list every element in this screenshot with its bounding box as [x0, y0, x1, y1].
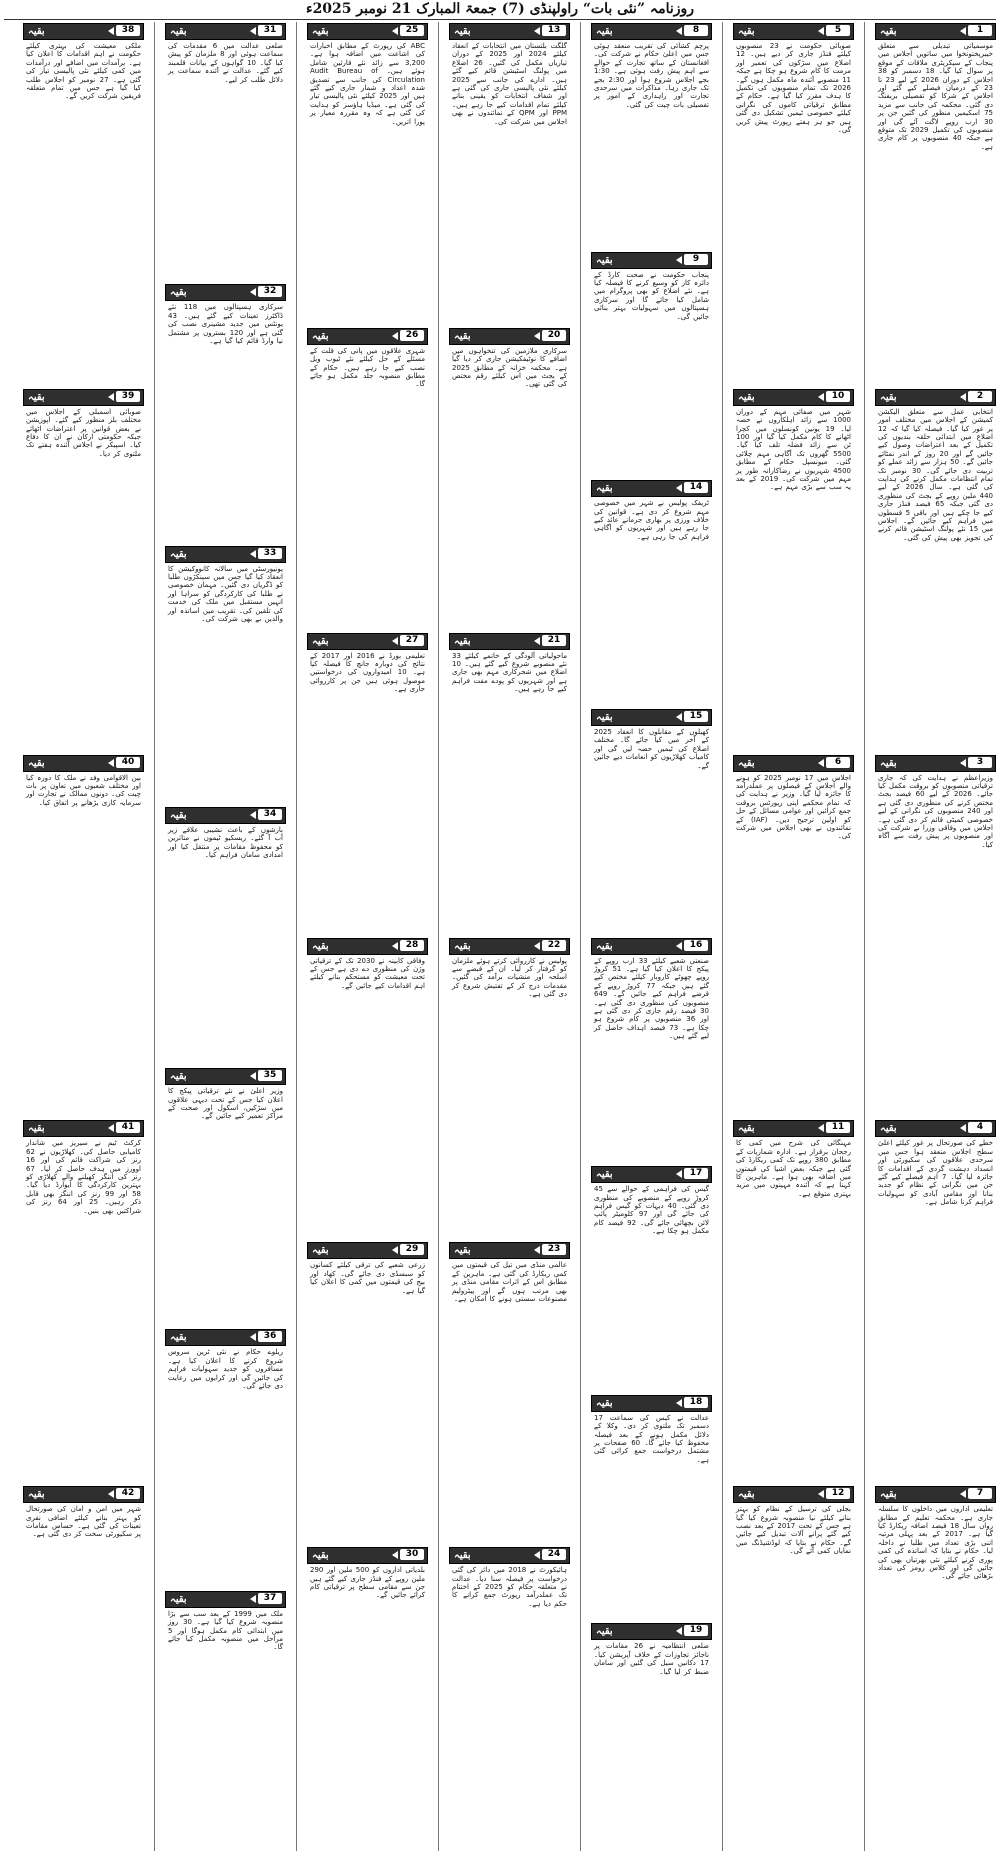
continuation-number: 2 [968, 391, 992, 402]
continuation-badge [449, 938, 570, 955]
arrow-icon [108, 1490, 114, 1498]
continuation-badge [591, 1395, 712, 1412]
continuation-label: بقیہ [170, 809, 187, 821]
article-text: کرکٹ ٹیم نے سیریز میں شاندار کامیابی حاصل کی۔ کھلاڑیوں نے 62 رنز کی شراکت قائم کی اور 16 اوورز میں ہدف حاصل کر لیا۔ 67 رنز کی اننگز کھیلنے والے کھلاڑی کو بہترین کارکردگی کا ایوارڈ دیا گیا۔ 58 اور 99 رنز کی اننگز بھی قابل ذکر رہیں۔ 25 اور 64 رنز کی شراکتیں بھی بنیں۔ [26, 1139, 142, 1215]
arrow-icon [534, 332, 540, 340]
continuation-label: بقیہ [312, 1245, 329, 1257]
continuation-label: بقیہ [738, 1489, 755, 1501]
continuation-badge [165, 807, 286, 824]
continuation-label: بقیہ [454, 1550, 471, 1562]
continuation-block [307, 632, 428, 935]
continuation-badge [307, 23, 428, 40]
arrow-icon [534, 1246, 540, 1254]
continuation-label: بقیہ [880, 757, 897, 769]
continuation-badge [449, 1547, 570, 1564]
continuation-badge [875, 755, 996, 772]
continuation-label: بقیہ [880, 26, 897, 37]
article-text: بارشوں کے باعث نشیبی علاقے زیر آب آ گئے۔ ریسکیو ٹیموں نے متاثرین کو محفوظ مقامات پر منتقل کیا اور امدادی سامان فراہم کیا۔ [168, 825, 283, 860]
arrow-icon [960, 393, 966, 401]
continuation-badge [23, 755, 144, 772]
continuation-number: 5 [826, 25, 850, 36]
arrow-icon [818, 1490, 824, 1498]
arrow-icon [250, 811, 256, 819]
article-text: ہائیکورٹ نے 2018 میں دائر کی گئی درخواست پر فیصلہ سنا دیا۔ عدالت نے متعلقہ حکام کو 2025 کے اختتام تک عملدرآمد رپورٹ جمع کرانے کا حکم دیا ہے۔ [452, 1566, 567, 1608]
continuation-label: بقیہ [170, 287, 187, 299]
continuation-badge [733, 1486, 854, 1503]
continuation-number: 26 [400, 330, 424, 341]
continuation-number: 13 [542, 25, 566, 36]
continuation-badge [733, 389, 854, 406]
article-text: تعلیمی بورڈ نے 2016 اور 2017 کے نتائج کی دوبارہ جانچ کا فیصلہ کیا ہے۔ 10 امیدواروں کی درخواستیں موصول ہوئی ہیں جن پر کارروائی جاری ہے۔ [310, 651, 425, 694]
article-text: انتخابی عمل سے متعلق الیکشن کمیشن کے اجلاس میں مختلف امور پر غور کیا گیا۔ فیصلہ کیا گیا کہ 12 اضلاع میں ابتدائی حلقہ بندیوں کی تکمیل کے بعد اعتراضات وصول کیے جائیں گے اور 20 روز کے اندر نمٹائے جائیں گے۔ 50 ہزار سے زائد عملے کو تربیت دی جائے گی۔ 30 نومبر تک تمام انتظامات مکمل کرنے کی ہدایت کی گئی ہے۔ سال 2026 کے لیے 440 ملین روپے کے بجٹ کی منظوری دی گئی جبکہ 65 فیصد فنڈز جاری کیے جا چکے ہیں اور باقی 5 قسطوں میں فراہم کیے جائیں گے۔ اجلاس میں 15 نئے پولنگ اسٹیشن قائم کرنے کی تجویز بھی پیش کی گئی۔ [878, 407, 994, 542]
column-divider [154, 22, 155, 1851]
continuation-number: 29 [400, 1244, 424, 1255]
continuation-block [23, 1485, 144, 1849]
column-divider [580, 22, 581, 1851]
arrow-icon [818, 1124, 824, 1132]
arrow-icon [676, 27, 682, 35]
article-text: اجلاس میں 17 نومبر 2025 کو ہونے والے اجلاس کے فیصلوں پر عملدرآمد کا جائزہ لیا گیا۔ وزیر نے ہدایت کی کہ تمام محکمے اپنی رپورٹس بروقت جمع کرائیں اور عوامی مسائل کے حل کو اولین ترجیح دیں۔ (IAF) کے نمائندوں نے بھی اجلاس میں شرکت کی۔ [736, 773, 852, 841]
continuation-label: بقیہ [880, 1489, 897, 1501]
article-text: کھیلوں کے مقابلوں کا انعقاد 2025 کے آخر میں کیا جائے گا۔ مختلف اضلاع کی ٹیمیں حصہ لیں گی اور کامیاب کھلاڑیوں کو انعامات دیے جائیں گے۔ [594, 727, 709, 770]
article-text: ملکی معیشت کی بہتری کیلئے حکومت نے اہم اقدامات کا اعلان کیا ہے۔ برآمدات میں اضافے اور درآمدات میں کمی کیلئے نئی پالیسی تیار کی گئی ہے۔ 27 نومبر کو اجلاس طلب کیا گیا ہے جس میں تمام متعلقہ فریقین شرکت کریں گے۔ [26, 42, 141, 101]
arrow-icon [250, 550, 256, 558]
continuation-badge [591, 1623, 712, 1640]
continuation-badge [875, 389, 996, 406]
continuation-block [449, 327, 570, 630]
continuation-label: بقیہ [28, 757, 45, 769]
arrow-icon [534, 1551, 540, 1559]
continuation-block [733, 1485, 854, 1849]
arrow-icon [392, 1551, 398, 1559]
continuation-block [165, 545, 286, 804]
continuation-number: 22 [542, 940, 566, 951]
arrow-icon [392, 332, 398, 340]
continuation-number: 4 [968, 1122, 992, 1133]
continuation-badge [733, 1120, 854, 1137]
continuation-number: 27 [400, 635, 424, 646]
continuation-number: 17 [684, 1168, 708, 1179]
continuation-label: بقیہ [596, 26, 613, 37]
continuation-number: 14 [684, 482, 708, 493]
continuation-label: بقیہ [28, 1123, 45, 1135]
continuation-label: بقیہ [170, 1332, 187, 1344]
continuation-number: 19 [684, 1625, 708, 1636]
continuation-block [449, 1241, 570, 1544]
continuation-label: بقیہ [170, 548, 187, 560]
continuation-number: 34 [258, 809, 282, 820]
continuation-block [591, 937, 712, 1164]
arrow-icon [676, 1627, 682, 1635]
column-divider [864, 22, 865, 1851]
continuation-number: 28 [400, 940, 424, 951]
arrow-icon [960, 1490, 966, 1498]
continuation-badge [307, 1547, 428, 1564]
column-7 [23, 22, 144, 1851]
article-text: گلگت بلتستان میں انتخابات کے انعقاد کیلئے 2024 اور 2025 کے دوران تیاریاں مکمل کی گئیں۔ 26 اضلاع میں پولنگ اسٹیشن قائم کیے گئے ہیں۔ ادارے کی جانب سے 2025 کیلئے نئی پالیسی جاری کی گئی ہے اور شفاف انتخابات کو یقینی بنانے کیلئے تمام اقدامات کیے جا رہے ہیں۔ PPM اور QPM کے نمائندوں نے بھی اجلاس میں شرکت کی۔ [452, 42, 568, 126]
continuation-number: 7 [968, 1488, 992, 1499]
article-text: بلدیاتی اداروں کو 500 ملین اور 290 ملین روپے کے فنڈز جاری کیے گئے ہیں جن سے مقامی سطح پر ترقیاتی کام کرائے جائیں گے۔ [310, 1566, 425, 1600]
continuation-number: 33 [258, 548, 282, 559]
continuation-badge [165, 546, 286, 563]
continuation-label: بقیہ [170, 26, 187, 37]
continuation-label: بقیہ [454, 1245, 471, 1257]
arrow-icon [534, 27, 540, 35]
continuation-label: بقیہ [170, 1593, 187, 1605]
continuation-badge [875, 1486, 996, 1503]
continuation-label: بقیہ [738, 1123, 755, 1135]
article-text: ضلعی انتظامیہ نے 26 مقامات پر ناجائز تجاوزات کے خلاف آپریشن کیا۔ 17 دکانیں سیل کی گئیں اور سامان ضبط کر لیا گیا۔ [594, 1642, 709, 1676]
continuation-badge [307, 633, 428, 650]
continuation-block [591, 1622, 712, 1849]
continuation-block [23, 1119, 144, 1483]
continuation-block [591, 708, 712, 935]
continuation-block [165, 1590, 286, 1849]
continuation-badge [449, 23, 570, 40]
continuation-block [875, 22, 996, 386]
continuation-label: بقیہ [454, 940, 471, 952]
arrow-icon [250, 288, 256, 296]
continuation-number: 6 [826, 757, 850, 768]
article-text: شہری علاقوں میں پانی کی قلت کے مسئلے کے حل کیلئے نئے ٹیوب ویل نصب کیے جا رہے ہیں۔ حکام کے مطابق منصوبہ جلد مکمل ہو جائے گا۔ [310, 346, 425, 389]
continuation-label: بقیہ [454, 635, 471, 647]
title-rule [4, 19, 996, 20]
article-text: صنعتی شعبے کیلئے 33 ارب روپے کے پیکج کا اعلان کیا گیا ہے۔ 51 کروڑ روپے چھوٹے کاروبار کیلئے مختص کیے گئے ہیں جبکہ 77 کروڑ روپے کے قرضے فراہم کیے جائیں گے۔ 649 منصوبوں کی منظوری دی گئی ہے۔ 30 فیصد رقم جاری کر دی گئی ہے اور 36 منصوبوں پر کام شروع ہو چکا ہے۔ 73 فیصد اہداف حاصل کر لیے گئے ہیں۔ [594, 956, 709, 1041]
arrow-icon [960, 759, 966, 767]
arrow-icon [108, 1124, 114, 1132]
arrow-icon [960, 1124, 966, 1132]
continuation-badge [23, 23, 144, 40]
arrow-icon [108, 27, 114, 35]
continuation-badge [165, 1329, 286, 1346]
arrow-icon [108, 759, 114, 767]
continuation-badge [875, 23, 996, 40]
continuation-block [307, 1241, 428, 1544]
page-title: روزنامہ ”نئی بات“ راولپنڈی (7) جمعۃ المبارک 21 نومبر 2025ء [305, 1, 695, 17]
continuation-label: بقیہ [596, 254, 613, 266]
article-text: تعلیمی اداروں میں داخلوں کا سلسلہ جاری ہے۔ محکمہ تعلیم کے مطابق رواں سال 18 فیصد اضافہ ریکارڈ کیا گیا ہے۔ 2017 کے بعد پہلی مرتبہ اتنی بڑی تعداد میں طلبا نے داخلہ لیا۔ حکام نے بتایا کہ اساتذہ کی کمی پوری کرنے کیلئے نئی بھرتیاں بھی کی جائیں گی اور کلاس رومز کی تعداد بڑھائی جائے گی۔ [878, 1505, 993, 1581]
continuation-badge [307, 1242, 428, 1259]
article-text: پولیس نے کارروائی کرتے ہوئے ملزمان کو گرفتار کر لیا۔ ان کے قبضے سے اسلحہ اور منشیات برآمد کی گئیں۔ مقدمات درج کر کے تفتیش شروع کر دی گئی ہے۔ [452, 956, 567, 999]
continuation-block [591, 1394, 712, 1621]
arrow-icon [250, 1595, 256, 1603]
continuation-block [733, 754, 854, 1118]
continuation-number: 1 [968, 25, 992, 36]
continuation-block [165, 1328, 286, 1587]
continuation-badge [23, 389, 144, 406]
continuation-block [449, 1546, 570, 1849]
continuation-block [449, 937, 570, 1240]
continuation-block [875, 1119, 996, 1483]
continuation-label: بقیہ [28, 391, 45, 403]
arrow-icon [534, 942, 540, 950]
continuation-label: بقیہ [880, 1123, 897, 1135]
continuation-block [875, 388, 996, 752]
continuation-label: بقیہ [738, 26, 755, 37]
continuation-number: 37 [258, 1593, 282, 1604]
continuation-badge [733, 23, 854, 40]
continuation-block [875, 754, 996, 1118]
continuation-label: بقیہ [28, 1489, 45, 1501]
article-text: صوبائی حکومت نے 23 منصوبوں کیلئے فنڈز جاری کر دیے ہیں۔ 12 اضلاع میں سڑکوں کی تعمیر اور مرمت کا کام شروع ہو چکا ہے جبکہ 11 منصوبے آئندہ ماہ مکمل ہوں گے۔ 2026 تک تمام منصوبوں کی تکمیل کا ہدف مقرر کیا گیا ہے۔ حکام کے مطابق ترقیاتی کاموں کی نگرانی کیلئے خصوصی ٹیمیں تشکیل دی گئی ہیں جو ہر ہفتے رپورٹ پیش کریں گی۔ [736, 42, 851, 135]
continuation-block [165, 22, 286, 281]
continuation-block [23, 388, 144, 752]
continuation-block [591, 22, 712, 249]
continuation-label: بقیہ [312, 940, 329, 952]
column-divider [438, 22, 439, 1851]
continuation-number: 30 [400, 1549, 424, 1560]
continuation-label: بقیہ [596, 483, 613, 495]
arrow-icon [392, 637, 398, 645]
continuation-badge [165, 1591, 286, 1608]
continuation-label: بقیہ [596, 1169, 613, 1181]
continuation-label: بقیہ [596, 1626, 613, 1638]
continuation-label: بقیہ [596, 1397, 613, 1409]
continuation-number: 20 [542, 330, 566, 341]
continuation-badge [165, 23, 286, 40]
column-divider [722, 22, 723, 1851]
article-text: گیس کی فراہمی کے حوالے سے 45 کروڑ روپے کے منصوبے کی منظوری دی گئی۔ 40 دیہات کو گیس فراہم کی جائے گی اور 97 کلومیٹر پائپ لائن بچھائی جائے گی۔ 92 فیصد کام مکمل ہو چکا ہے۔ [594, 1185, 709, 1236]
continuation-label: بقیہ [28, 26, 45, 37]
arrow-icon [108, 393, 114, 401]
arrow-icon [392, 1246, 398, 1254]
continuation-label: بقیہ [454, 330, 471, 342]
article-text: وزیراعظم نے ہدایت کی کہ جاری ترقیاتی منصوبوں کو بروقت مکمل کیا جائے۔ 2026 کے لیے 60 فیصد بجٹ مختص کرنے کی منظوری دی گئی ہے اور 240 منصوبوں کی نگرانی کے لیے خصوصی کمیٹی قائم کر دی گئی ہے۔ اجلاس میں وفاقی وزرا نے شرکت کی اور منصوبوں پر پیش رفت سے آگاہ کیا۔ [878, 773, 994, 849]
continuation-block [875, 1485, 996, 1849]
arrow-icon [676, 484, 682, 492]
arrow-icon [392, 942, 398, 950]
continuation-block [449, 22, 570, 325]
article-text: ABC کی رپورٹ کے مطابق اخبارات کی اشاعت میں اضافہ ہوا ہے۔ 3,200 سے زائد نئے قارئین شامل ہوئے ہیں۔ Audit Bureau of Circulation کی جانب سے تصدیق شدہ اعداد و شمار جاری کیے گئے ہیں اور 2025 کیلئے نئی پالیسی تیار کی گئی ہے۔ میڈیا ہاؤسز کو ہدایت کی گئی ہے کہ وہ مقررہ معیار پر پورا اتریں۔ [310, 42, 425, 126]
continuation-number: 12 [826, 1488, 850, 1499]
article-text: صوبائی اسمبلی کے اجلاس میں مختلف بلز منظور کیے گئے۔ اپوزیشن نے بعض قوانین پر اعتراضات اٹھائے جبکہ حکومتی ارکان نے ان کا دفاع کیا۔ اسپیکر نے اجلاس آئندہ ہفتے تک ملتوی کر دیا۔ [26, 407, 141, 458]
continuation-label: بقیہ [170, 1071, 187, 1083]
continuation-block [307, 937, 428, 1240]
continuation-number: 31 [258, 25, 282, 36]
arrow-icon [676, 713, 682, 721]
article-text: مہنگائی کی شرح میں کمی کا رجحان برقرار ہے۔ ادارہ شماریات کے مطابق 380 روپے تک کمی ریکارڈ کی گئی ہے جبکہ بعض اشیا کی قیمتوں میں اضافہ بھی ہوا ہے۔ ماہرین کا کہنا ہے کہ آئندہ مہینوں میں مزید بہتری متوقع ہے۔ [736, 1139, 852, 1198]
arrow-icon [534, 637, 540, 645]
continuation-badge [591, 709, 712, 726]
article-text: ملک میں 1999 کے بعد سب سے بڑا منصوبہ شروع کیا گیا ہے۔ 30 روز میں ابتدائی کام مکمل ہوگا اور 5 مراحل میں منصوبہ مکمل کیا جائے گا۔ [168, 1609, 283, 1652]
article-text: ضلعی عدالت میں 6 مقدمات کی سماعت ہوئی اور 8 ملزمان کو پیش کیا گیا۔ 10 گواہوں کے بیانات قلمبند کیے گئے۔ عدالت نے آئندہ سماعت پر دلائل طلب کر لیے۔ [168, 42, 284, 84]
continuation-badge [449, 1242, 570, 1259]
continuation-block [733, 22, 854, 386]
continuation-label: بقیہ [596, 711, 613, 723]
continuation-badge [165, 1068, 286, 1085]
column-6 [165, 22, 286, 1851]
continuation-block [307, 327, 428, 630]
continuation-number: 25 [400, 25, 424, 36]
newspaper-columns [0, 22, 1000, 1851]
continuation-number: 42 [116, 1488, 140, 1499]
continuation-number: 16 [684, 940, 708, 951]
continuation-number: 3 [968, 757, 992, 768]
continuation-badge [23, 1120, 144, 1137]
continuation-block [307, 1546, 428, 1849]
article-text: سرکاری ملازمین کی تنخواہوں میں اضافے کا نوٹیفکیشن جاری کر دیا گیا ہے۔ محکمہ خزانہ کے مطابق 2025 کے بجٹ میں اس کیلئے رقم مختص کی گئی تھی۔ [452, 346, 567, 389]
continuation-block [23, 22, 144, 386]
continuation-block [733, 388, 854, 752]
continuation-block [23, 754, 144, 1118]
continuation-number: 21 [542, 635, 566, 646]
article-text: پرچم کشائی کی تقریب منعقد ہوئی جس میں اعلیٰ حکام نے شرکت کی۔ افغانستان کے ساتھ تجارت کے حوالے سے اہم پیش رفت ہوئی ہے۔ 1:30 بجے اجلاس شروع ہوا اور 2:30 بجے تک جاری رہا۔ مذاکرات میں سرحدی تجارت اور راہداری کے امور پر تفصیلی بات چیت کی گئی۔ [594, 42, 709, 109]
continuation-badge [307, 328, 428, 345]
article-text: وزیر اعلیٰ نے نئے ترقیاتی پیکج کا اعلان کیا جس کے تحت دیہی علاقوں میں سڑکیں، اسکول اور صحت کے مراکز تعمیر کیے جائیں گے۔ [168, 1087, 283, 1121]
continuation-badge [591, 1166, 712, 1183]
column-divider [296, 22, 297, 1851]
arrow-icon [818, 759, 824, 767]
arrow-icon [676, 1399, 682, 1407]
continuation-label: بقیہ [312, 1550, 329, 1562]
continuation-badge [591, 23, 712, 40]
continuation-label: بقیہ [738, 757, 755, 769]
column-2 [733, 22, 854, 1851]
continuation-badge [23, 1486, 144, 1503]
article-text: بین الاقوامی وفد نے ملک کا دورہ کیا اور مختلف شعبوں میں تعاون پر بات چیت کی۔ دونوں ممالک نے تجارت اور سرمایہ کاری بڑھانے پر اتفاق کیا۔ [26, 773, 141, 807]
arrow-icon [960, 27, 966, 35]
continuation-block [307, 22, 428, 325]
article-text: شہر میں صفائی مہم کے دوران 1000 سے زائد اہلکاروں نے حصہ لیا۔ 19 یونین کونسلوں میں کچرا اٹھانے کا کام مکمل کیا گیا اور 100 ٹن سے زائد فضلہ تلف کیا گیا۔ 5500 گھروں تک آگاہی مہم چلائی گئی۔ میونسپل حکام کے مطابق 4500 شہریوں نے رضاکارانہ طور پر مہم میں شرکت کی۔ 2019 کے بعد یہ سب سے بڑی مہم ہے۔ [736, 407, 851, 492]
continuation-block [449, 632, 570, 935]
article-text: ماحولیاتی آلودگی کے خاتمے کیلئے 33 نئے منصوبے شروع کیے گئے ہیں۔ 10 اضلاع میں شجرکاری مہم بھی جاری ہے اور شہریوں کو پودے مفت فراہم کیے جا رہے ہیں۔ [452, 651, 567, 694]
arrow-icon [392, 27, 398, 35]
continuation-number: 24 [542, 1549, 566, 1560]
continuation-block [165, 806, 286, 1065]
continuation-number: 8 [684, 25, 708, 36]
continuation-label: بقیہ [880, 391, 897, 403]
continuation-label: بقیہ [596, 940, 613, 952]
article-text: عالمی منڈی میں تیل کی قیمتوں میں کمی ریکارڈ کی گئی ہے۔ ماہرین کے مطابق اس کے اثرات مقامی منڈی پر بھی مرتب ہوں گے اور پیٹرولیم مصنوعات سستی ہونے کا امکان ہے۔ [452, 1261, 567, 1303]
article-text: یونیورسٹی میں سالانہ کانووکیشن کا انعقاد کیا گیا جس میں سینکڑوں طلبا کو ڈگریاں دی گئیں۔ مہمان خصوصی نے طلبا کی کارکردگی کو سراہا اور انہیں مستقبل میں ملک کی خدمت کی تلقین کی۔ تقریب میں اساتذہ اور والدین نے بھی شرکت کی۔ [168, 564, 283, 623]
continuation-block [165, 1067, 286, 1326]
continuation-badge [165, 284, 286, 301]
continuation-number: 38 [116, 25, 140, 36]
article-text: موسمیاتی تبدیلی سے متعلق خیبرپختونخوا میں ساتویں اجلاس میں پنجاب کے سیکریٹری ملاقات کے موقع پر سوال کیا گیا۔ 18 دسمبر کو 38 اجلاس کے دوران 2026 کے لیے 23 تا 23 کے درمیان فیصلے کیے گئے اور اجلاس کے شرکا کو تفصیلی بریفنگ دی گئی۔ محکمہ کی جانب سے مزید 75 اسکیمیں منظور کی گئیں جن پر 30 ارب روپے لاگت آئے گی اور منصوبوں کی تکمیل 2029 تک متوقع ہے جبکہ 40 منصوبوں پر کام جاری ہے۔ [878, 42, 994, 151]
continuation-label: بقیہ [454, 26, 471, 37]
arrow-icon [818, 393, 824, 401]
continuation-label: بقیہ [312, 26, 329, 37]
continuation-label: بقیہ [312, 635, 329, 647]
article-text: بجلی کی ترسیل کے نظام کو بہتر بنانے کیلئے نیا منصوبہ شروع کیا گیا ہے جس کے تحت 2017 کے بعد نصب کیے گئے پرانے آلات تبدیل کیے جائیں گے۔ حکام نے بتایا کہ لوڈشیڈنگ میں نمایاں کمی آئے گی۔ [736, 1505, 851, 1556]
continuation-block [733, 1119, 854, 1483]
continuation-badge [875, 1120, 996, 1137]
arrow-icon [676, 1170, 682, 1178]
continuation-number: 23 [542, 1244, 566, 1255]
continuation-block [591, 479, 712, 706]
arrow-icon [818, 27, 824, 35]
article-text: پنجاب حکومت نے صحت کارڈ کے دائرہ کار کو وسیع کرنے کا فیصلہ کیا ہے۔ نئے اضلاع کو بھی پروگرام میں شامل کیا جائے گا اور سرکاری ہسپتالوں میں سہولیات بہتر بنائی جائیں گی۔ [594, 270, 709, 321]
continuation-badge [591, 252, 712, 269]
continuation-block [591, 251, 712, 478]
continuation-label: بقیہ [312, 330, 329, 342]
continuation-badge [591, 938, 712, 955]
continuation-number: 36 [258, 1331, 282, 1342]
arrow-icon [250, 1072, 256, 1080]
continuation-badge [449, 633, 570, 650]
column-3 [591, 22, 712, 1851]
article-text: زرعی شعبے کی ترقی کیلئے کسانوں کو سبسڈی دی جائے گی۔ کھاد اور بیج کی قیمتوں میں کمی کا اعلان کیا گیا ہے۔ [310, 1261, 425, 1295]
article-text: ریلوے حکام نے نئی ٹرین سروس شروع کرنے کا اعلان کیا ہے۔ مسافروں کو جدید سہولیات فراہم کی جائیں گی اور کرایوں میں رعایت دی جائے گی۔ [168, 1348, 283, 1391]
arrow-icon [676, 256, 682, 264]
article-text: شہر میں امن و امان کی صورتحال کو بہتر بنانے کیلئے اضافی نفری تعینات کی گئی ہے۔ حساس مقامات پر سکیورٹی سخت کر دی گئی ہے۔ [26, 1505, 141, 1539]
continuation-number: 18 [684, 1397, 708, 1408]
article-text: سرکاری ہسپتالوں میں 118 نئے ڈاکٹرز تعینات کیے گئے ہیں۔ 43 یونٹس میں جدید مشینری نصب کی گئی ہے اور 120 بستروں پر مشتمل نیا وارڈ قائم کیا گیا ہے۔ [168, 303, 284, 345]
column-5 [307, 22, 428, 1851]
arrow-icon [250, 1333, 256, 1341]
continuation-badge [307, 938, 428, 955]
continuation-badge [449, 328, 570, 345]
continuation-number: 10 [826, 391, 850, 402]
continuation-badge [591, 480, 712, 497]
continuation-number: 35 [258, 1070, 282, 1081]
continuation-badge [733, 755, 854, 772]
continuation-number: 15 [684, 711, 708, 722]
continuation-label: بقیہ [738, 391, 755, 403]
continuation-number: 40 [116, 757, 140, 768]
column-1 [875, 22, 996, 1851]
arrow-icon [250, 27, 256, 35]
continuation-number: 41 [116, 1122, 140, 1133]
column-4 [449, 22, 570, 1851]
continuation-block [165, 283, 286, 542]
continuation-number: 39 [116, 391, 140, 402]
article-text: خطے کی صورتحال پر غور کیلئے اعلیٰ سطح اجلاس منعقد ہوا جس میں سرحدی علاقوں کی سکیورٹی اور انسداد دہشت گردی کے اقدامات کا جائزہ لیا گیا۔ 7 اہم فیصلے کیے گئے جن میں نگرانی کے نظام کو جدید بنانا اور مقامی آبادی کو سہولیات فراہم کرنا شامل ہے۔ [878, 1139, 993, 1207]
article-text: ٹریفک پولیس نے شہر میں خصوصی مہم شروع کر دی ہے۔ قوانین کی خلاف ورزی پر بھاری جرمانے عائد کیے جا رہے ہیں اور شہریوں کو آگاہی فراہم کی جا رہی ہے۔ [594, 499, 709, 541]
article-text: وفاقی کابینہ نے 2030 تک کے ترقیاتی وژن کی منظوری دے دی ہے جس کے تحت معیشت کو مستحکم بنانے کیلئے اہم اقدامات کیے جائیں گے۔ [310, 956, 425, 990]
arrow-icon [676, 942, 682, 950]
article-text: عدالت نے کیس کی سماعت 17 دسمبر تک ملتوی کر دی۔ وکلا کے دلائل مکمل ہونے کے بعد فیصلہ محفوظ کیا جائے گا۔ 60 صفحات پر مشتمل درخواست جمع کرائی گئی ہے۔ [594, 1413, 709, 1464]
continuation-number: 11 [826, 1122, 850, 1133]
continuation-block [591, 1165, 712, 1392]
continuation-number: 32 [258, 286, 282, 297]
continuation-number: 9 [684, 254, 708, 265]
